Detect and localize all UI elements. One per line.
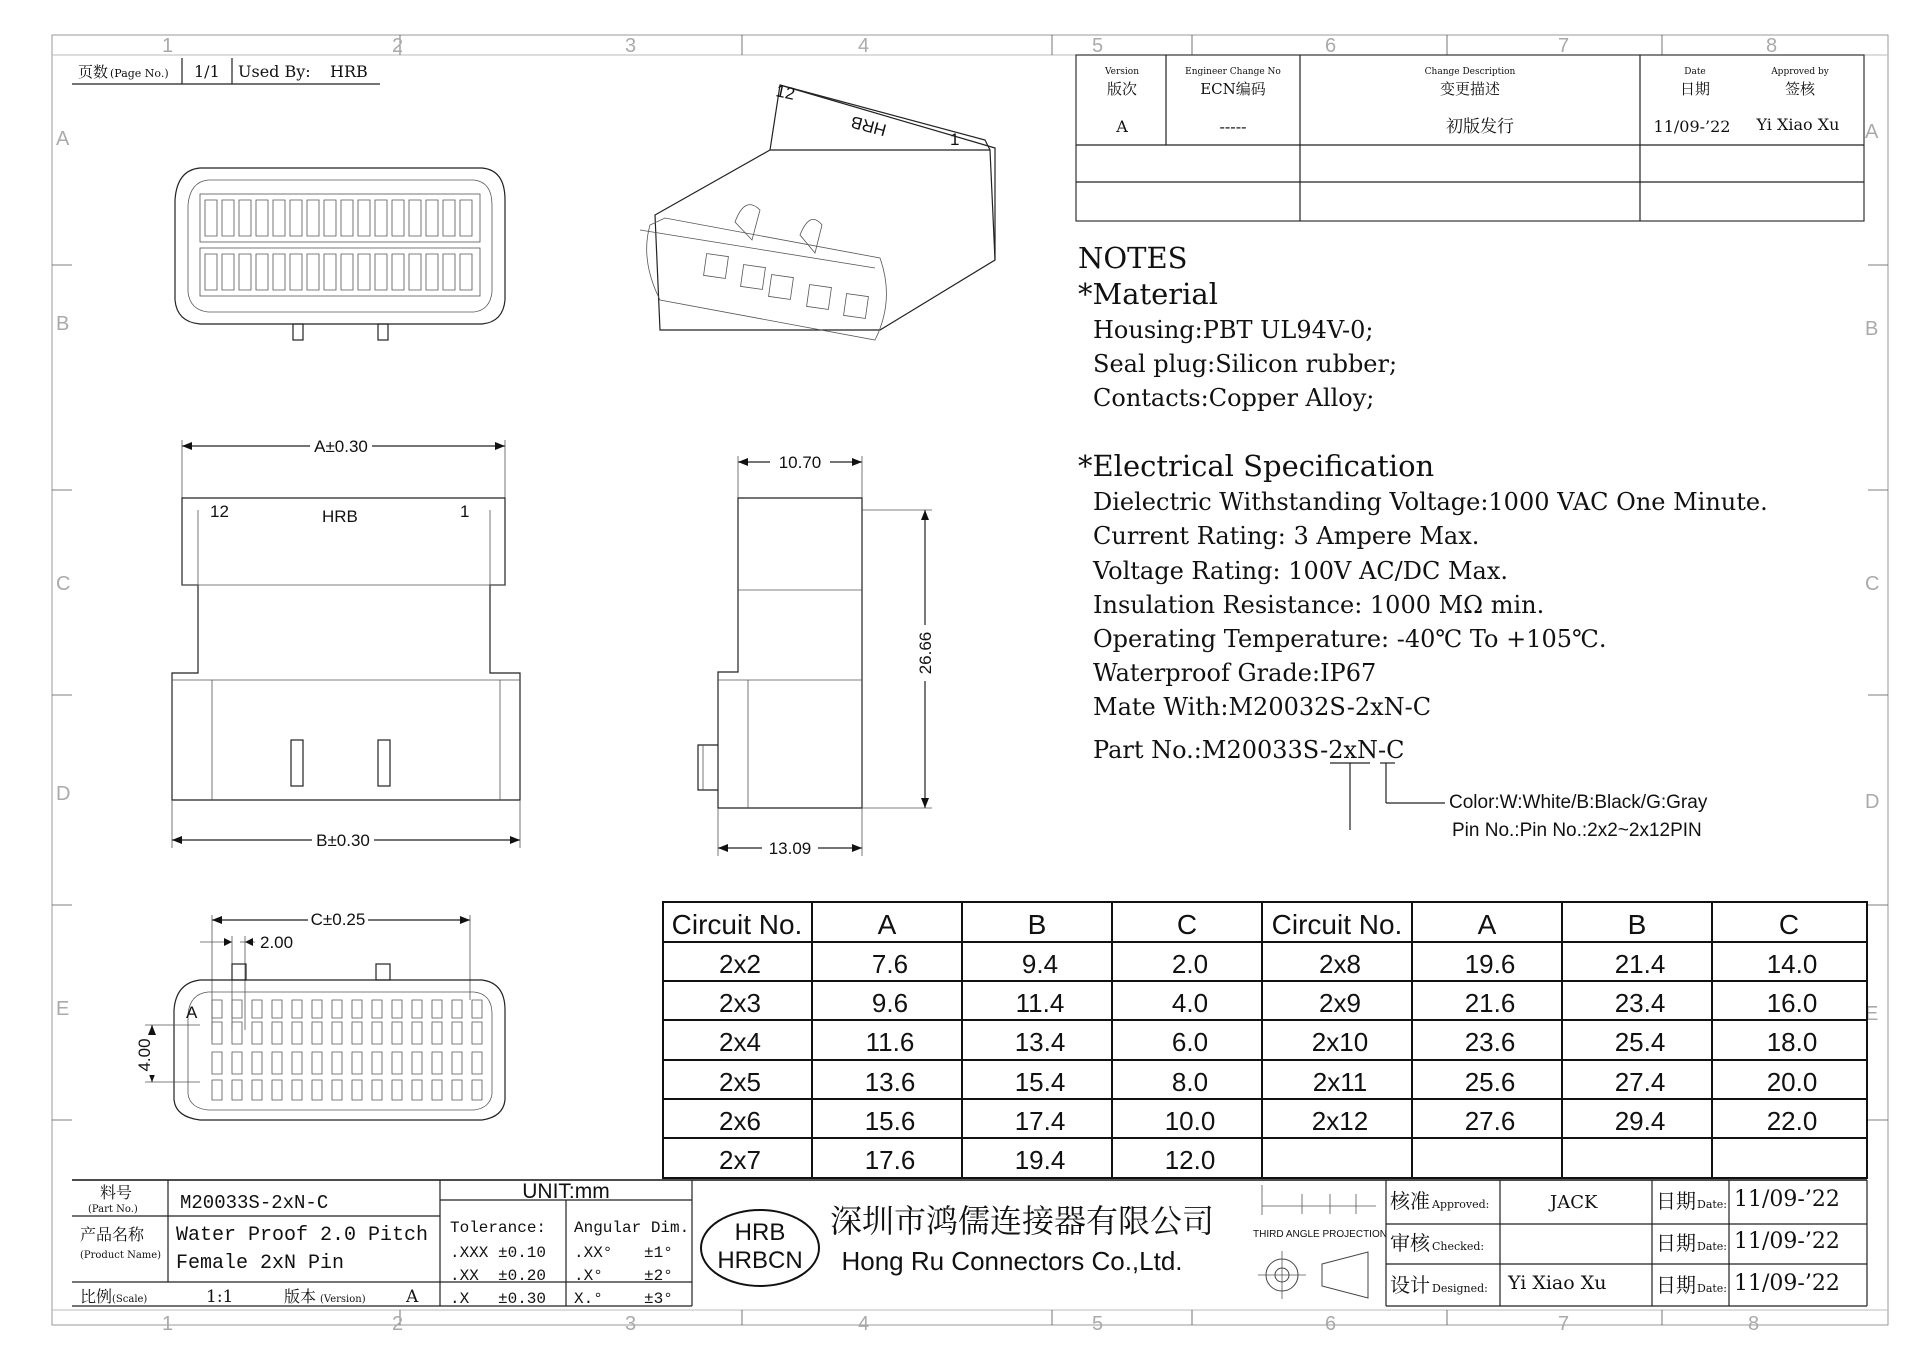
date-label-cn-1: 日期	[1656, 1189, 1696, 1213]
elev-pin-12: 12	[210, 502, 229, 521]
date-label-en-3: Date:	[1697, 1282, 1728, 1295]
circuit-table	[663, 902, 1867, 1178]
dim-row-label: 4.00	[135, 1038, 154, 1072]
cell: 21.6	[1464, 988, 1516, 1018]
color-legend: Color:W:White/B:Black/G:Gray	[1449, 792, 1708, 813]
tolerance-val-3: ±0.30	[498, 1290, 547, 1308]
scale-value: 1:1	[206, 1287, 234, 1307]
grid-row-c-right: C	[1865, 573, 1880, 595]
angular-key-2: .X°	[574, 1267, 603, 1285]
iso-pin-12: 12	[774, 81, 797, 104]
date-checked: 11/09-’22	[1734, 1229, 1840, 1254]
rev-header-version-en: Version	[1104, 67, 1140, 77]
rev-row-ecn: -----	[1219, 117, 1247, 136]
grid-row-d-left: D	[56, 783, 71, 805]
circuit-table-row	[719, 1145, 1215, 1175]
cell: 11.4	[1015, 988, 1065, 1018]
circuit-table-row	[719, 1067, 1817, 1097]
tolerance-val-1: ±0.10	[498, 1244, 547, 1262]
dim-a-label: A±0.30	[314, 437, 368, 456]
grid-col-7: 7	[1558, 35, 1570, 57]
page-no-label-en: (Page No.)	[110, 67, 169, 80]
mating-cavities-top	[212, 1000, 482, 1044]
date-label-en-2: Date:	[1697, 1240, 1728, 1253]
cell: 2.0	[1171, 949, 1209, 979]
checked-label-en: Checked:	[1432, 1240, 1485, 1253]
tolerance-key-2: .XX	[450, 1267, 479, 1285]
date-label-cn-3: 日期	[1656, 1273, 1696, 1297]
cell: 2x3	[719, 988, 761, 1018]
grid-col-3: 3	[625, 35, 637, 57]
grid-col-2: 2	[392, 35, 404, 57]
tolerance-key-1: .XXX	[450, 1244, 489, 1262]
cell: 25.6	[1464, 1067, 1516, 1097]
rev-row-desc: 初版发行	[1446, 117, 1514, 137]
material-title: *Material	[1078, 277, 1219, 311]
used-by-label: Used By:	[238, 62, 311, 81]
cell: 2x8	[1319, 949, 1361, 979]
cell: 13.4	[1014, 1027, 1066, 1057]
material-line-1: Housing:PBT UL94V-0;	[1093, 316, 1374, 344]
title-block	[72, 1180, 1867, 1308]
cell: 13.6	[864, 1067, 916, 1097]
grid-row-b-left: B	[56, 313, 70, 335]
rev-header-desc-en: Change Description	[1424, 67, 1516, 77]
checked-label-cn: 审核	[1390, 1231, 1430, 1255]
col-header-c-2: C	[1778, 909, 1800, 940]
grid-col-1: 1	[162, 35, 174, 57]
version-value: A	[406, 1287, 419, 1307]
company-name-en: Hong Ru Connectors Co.,Ltd.	[841, 1246, 1183, 1276]
col-header-c-1: C	[1176, 909, 1198, 940]
approved-label-cn: 核准	[1390, 1189, 1430, 1213]
dim-height-label: 26.66	[916, 631, 935, 675]
col-header-a-1: A	[877, 909, 897, 940]
cell: 15.6	[864, 1106, 916, 1136]
cell: 9.6	[871, 988, 909, 1018]
tolerance-val-2: ±0.20	[498, 1267, 547, 1285]
grid-row-e-left: E	[56, 998, 70, 1020]
electrical-line-5: Operating Temperature: -40℃ To +105℃.	[1093, 625, 1607, 653]
iso-logo-mark: HRB	[848, 112, 889, 140]
logo-line-1: HRB	[734, 1219, 786, 1246]
grid-col-2-bottom: 2	[392, 1313, 404, 1335]
grid-row-a-right: A	[1865, 121, 1879, 143]
circuit-table-row	[719, 1027, 1817, 1057]
grid-col-7-bottom: 7	[1558, 1313, 1570, 1335]
page-no-value: 1/1	[194, 62, 220, 81]
grid-col-8-bottom: 8	[1748, 1313, 1760, 1335]
grid-col-4: 4	[858, 35, 870, 57]
cell: 2x10	[1311, 1027, 1369, 1057]
rev-header-desc-cn: 变更描述	[1439, 80, 1501, 98]
date-label-cn-2: 日期	[1656, 1231, 1696, 1255]
logo-line-2: HRBCN	[717, 1247, 803, 1274]
cell: 8.0	[1171, 1067, 1209, 1097]
col-header-circuit-1: Circuit No.	[671, 909, 803, 940]
electrical-line-1: Dielectric Withstanding Voltage:1000 VAC One Minute.	[1093, 488, 1768, 516]
grid-col-5: 5	[1092, 35, 1104, 57]
material-line-2: Seal plug:Silicon rubber;	[1093, 350, 1398, 378]
elev-logo-mark: HRB	[322, 507, 358, 526]
cell: 23.6	[1464, 1027, 1516, 1057]
version-label-en: (Version)	[320, 1294, 366, 1305]
circuit-table-row	[719, 988, 1817, 1018]
dim-width-label: 10.70	[778, 453, 822, 472]
front-view-top	[175, 168, 505, 340]
electrical-line-3: Voltage Rating: 100V AC/DC Max.	[1093, 557, 1509, 585]
grid-col-6: 6	[1325, 35, 1337, 57]
cell: 20.0	[1766, 1067, 1818, 1097]
cell: 2x6	[719, 1106, 761, 1136]
designed-label-cn: 设计	[1390, 1273, 1430, 1297]
date-designed: 11/09-’22	[1734, 1271, 1840, 1296]
name-label-cn: 产品名称	[80, 1225, 145, 1244]
cell: 14.0	[1766, 949, 1818, 979]
angular-val-1: ±1°	[644, 1244, 673, 1262]
dim-depth-label: 13.09	[768, 839, 812, 858]
cell: 2x12	[1311, 1106, 1369, 1136]
material-line-3: Contacts:Copper Alloy;	[1093, 384, 1375, 412]
cell: 16.0	[1766, 988, 1818, 1018]
cell: 27.4	[1614, 1067, 1666, 1097]
revision-table	[1076, 55, 1864, 221]
unit-label: UNIT:mm	[522, 1180, 610, 1203]
grid-col-3-bottom: 3	[625, 1313, 637, 1335]
scale-label-cn: 比例	[80, 1287, 113, 1306]
electrical-line-6: Waterproof Grade:IP67	[1093, 659, 1377, 687]
dim-c-label: C±0.25	[310, 910, 366, 929]
cell: 2x7	[719, 1145, 761, 1175]
approved-by: JACK	[1550, 1192, 1598, 1213]
grid-col-8: 8	[1766, 35, 1778, 57]
company-logo	[701, 1210, 819, 1286]
cell: 17.4	[1014, 1106, 1066, 1136]
cell: 22.0	[1766, 1106, 1818, 1136]
isometric-view	[640, 81, 995, 340]
company-name-cn: 深圳市鸿儒连接器有限公司	[829, 1203, 1215, 1239]
col-header-b-1: B	[1027, 909, 1047, 940]
part-label-en: (Part No.)	[88, 1204, 138, 1215]
circuit-table-row	[719, 1106, 1817, 1136]
cell: 27.6	[1464, 1106, 1516, 1136]
dim-pitch-label: 2.00	[260, 933, 294, 952]
cell: 12.0	[1164, 1145, 1216, 1175]
version-label-cn: 版本	[284, 1287, 317, 1306]
rev-header-ecn-cn: ECN编码	[1200, 80, 1266, 98]
cell: 15.4	[1014, 1067, 1066, 1097]
rev-row-approved: Yi Xiao Xu	[1756, 115, 1840, 134]
grid-col-6-bottom: 6	[1325, 1313, 1337, 1335]
part-label-cn: 料号	[100, 1183, 133, 1202]
scale-label-en: (Scale)	[112, 1294, 148, 1305]
cell: 7.6	[871, 949, 909, 979]
part-number: M20033S-2xN-C	[180, 1192, 329, 1214]
dim-b-label: B±0.30	[316, 831, 370, 850]
cell: 11.6	[865, 1027, 915, 1057]
mating-cavities-bottom	[212, 1052, 482, 1100]
cell: 4.0	[1171, 988, 1209, 1018]
electrical-line-2: Current Rating: 3 Ampere Max.	[1093, 522, 1480, 550]
rev-header-date-cn: 日期	[1679, 80, 1711, 98]
cell: 23.4	[1614, 988, 1666, 1018]
page-header	[72, 58, 380, 84]
cell: 9.4	[1021, 949, 1059, 979]
cell: 10.0	[1164, 1106, 1216, 1136]
side-profile-view	[698, 452, 935, 858]
electrical-line-7: Mate With:M20032S-2xN-C	[1093, 693, 1432, 721]
projection-label: THIRD ANGLE PROJECTION	[1253, 1229, 1387, 1240]
rev-header-ecn-en: Engineer Change No	[1185, 67, 1281, 77]
cell: 2x4	[719, 1027, 761, 1057]
tolerance-label: Tolerance:	[450, 1219, 547, 1237]
electrical-line-4: Insulation Resistance: 1000 MΩ min.	[1093, 591, 1545, 619]
iso-pin-1: 1	[950, 130, 960, 149]
designed-label-en: Designed:	[1432, 1282, 1488, 1295]
approved-label-en: Approved:	[1432, 1198, 1490, 1211]
angular-val-3: ±3°	[644, 1290, 673, 1308]
grid-col-1-bottom: 1	[162, 1313, 174, 1335]
cell: 2x9	[1319, 988, 1361, 1018]
rev-row-version: A	[1116, 117, 1128, 136]
circuit-table-header	[672, 909, 1799, 940]
grid-col-5-bottom: 5	[1092, 1313, 1104, 1335]
rev-header-version-cn: 版次	[1106, 80, 1138, 98]
col-header-circuit-2: Circuit No.	[1271, 909, 1403, 940]
date-label-en-1: Date:	[1697, 1198, 1728, 1211]
product-name-line-1: Water Proof 2.0 Pitch	[176, 1224, 429, 1247]
notes-block	[1078, 241, 1768, 841]
rev-row-date: 11/09-’22	[1653, 117, 1731, 136]
electrical-title: *Electrical Specification	[1078, 449, 1435, 483]
cell: 6.0	[1171, 1027, 1209, 1057]
grid-row-c-left: C	[56, 573, 71, 595]
product-name-line-2: Female 2xN Pin	[176, 1252, 345, 1275]
name-label-en: (Product Name)	[80, 1250, 162, 1261]
date-approved: 11/09-’22	[1734, 1187, 1840, 1212]
grid-column-labels-bottom	[162, 1313, 1759, 1335]
cell: 17.6	[864, 1145, 916, 1175]
grid-row-labels	[56, 121, 1879, 1025]
tolerance-key-3: .X	[450, 1290, 470, 1308]
grid-column-labels-top	[162, 35, 1777, 57]
notes-title: NOTES	[1078, 241, 1188, 275]
elevation-view	[172, 436, 520, 850]
rev-header-approved-en: Approved by	[1771, 67, 1829, 77]
angular-label: Angular Dim.	[574, 1219, 690, 1237]
grid-row-b-right: B	[1865, 318, 1879, 340]
row-a-marker: A	[186, 1003, 198, 1022]
angular-val-2: ±2°	[644, 1267, 673, 1285]
used-by-value: HRB	[330, 62, 368, 81]
pin-legend: Pin No.:Pin No.:2x2~2x12PIN	[1452, 820, 1702, 841]
page-no-label: 页数	[78, 63, 109, 81]
third-angle-projection-icon	[1253, 1185, 1387, 1299]
angular-key-3: X.°	[574, 1290, 603, 1308]
mating-face-view	[135, 910, 505, 1120]
elev-pin-1: 1	[460, 502, 470, 521]
cell: 19.6	[1464, 949, 1516, 979]
part-no-line: Part No.:M20033S-2xN-C	[1093, 736, 1405, 764]
cell: 2x11	[1312, 1067, 1368, 1097]
circuit-table-row	[719, 949, 1817, 979]
cell: 25.4	[1614, 1027, 1666, 1057]
grid-col-4-bottom: 4	[858, 1313, 870, 1335]
rev-header-date-en: Date	[1684, 67, 1706, 77]
cell: 21.4	[1614, 949, 1666, 979]
cell: 19.4	[1014, 1145, 1066, 1175]
col-header-b-2: B	[1627, 909, 1647, 940]
grid-row-e-right: E	[1865, 1003, 1879, 1025]
designed-by: Yi Xiao Xu	[1508, 1272, 1607, 1294]
rev-header-approved-cn: 签核	[1784, 80, 1816, 98]
col-header-a-2: A	[1477, 909, 1497, 940]
cell: 18.0	[1766, 1027, 1818, 1057]
cell: 2x5	[719, 1067, 761, 1097]
angular-key-1: .XX°	[574, 1244, 613, 1262]
grid-row-d-right: D	[1865, 791, 1880, 813]
cell: 2x2	[719, 949, 761, 979]
cell: 29.4	[1614, 1106, 1666, 1136]
grid-row-a-left: A	[56, 128, 70, 150]
